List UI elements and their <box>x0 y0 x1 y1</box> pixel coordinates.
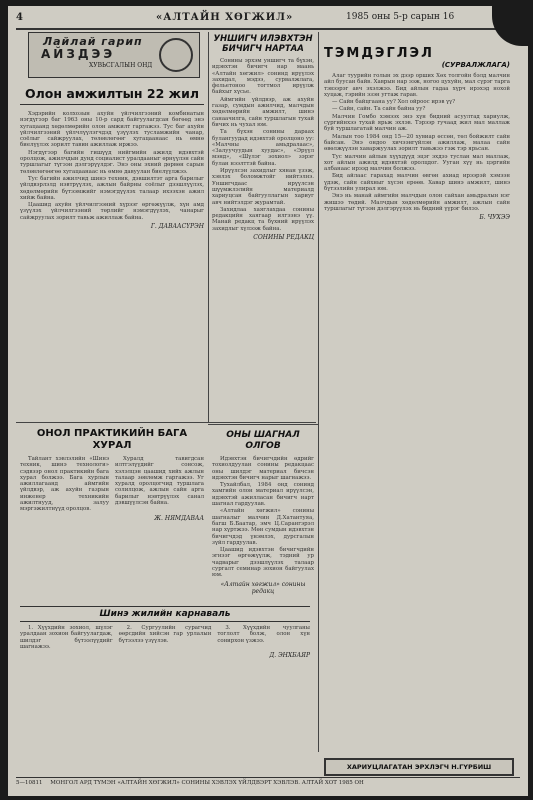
issue-date: 1985 оны 5-р сарын 16 <box>346 12 455 22</box>
byline: СОНИНЫ РЕДАКЦ <box>253 234 314 242</box>
headline: УНШИГЧ ИЛЭВХТЭН БИЧИГЧ НАРТАА <box>213 34 313 54</box>
paragraph: Нэгдүгээр багийн гишүүд нийгмийн ажилд идэвхтэй оролцож, ажилчдын дунд социалист уралдааныг өрнүүлэн сайн туршлагыг түгээн дэлгэрүүлдэг. Энэ оны эхний дөрвөн сарын төлөвлөгөөгөө хугацаанаас нь өмнө давуулан биелүүлжээ. <box>20 149 204 175</box>
newspaper-title: «АЛТАЙН ХӨГЖИЛ» <box>156 12 294 23</box>
article-body <box>324 73 510 212</box>
paragraph: Тухайлбал, 1984 онд сонинд хамгийн олон материал ирүүлсэн, идэвхтэй ажилласан бичигч нарт шагнал гардуулав. <box>212 482 314 508</box>
article-body <box>20 625 310 650</box>
section-rule <box>16 422 316 423</box>
byline: Г. ДАВААСҮРЭН <box>150 223 204 231</box>
paragraph: 2. Сургуулийн сурагчид өөрсдийн хийсэн гар урлалын бүтээлээ үзүүлэв. <box>118 625 212 644</box>
paragraph: Хуралд тавигдсан илтгэлүүдийг сонсож, хэлэлцэн цаашид хийх ажлын талаар зөвлөмж гаргажээ. Уг хуралд оролцогчид туршлага солилцож, ажлын сайн арга барилыг нэвтрүүлэх санал дэвшүүлсэн байна. <box>115 456 204 507</box>
paragraph: Энэ нь манай аймгийн малчдын олон сайхан амьдралын нэг жишээ төдий. Малчдын хөдөлмөрийн амжилт, ажлын сайн туршлагыг түгээн дэлгэрүүлэх нь бидний үүрэг билээ. <box>324 193 510 212</box>
article-body <box>20 456 204 513</box>
subheadline: (СУРВАЛЖЛАГА) <box>441 61 510 69</box>
page-footer <box>16 777 520 788</box>
paragraph: 3. Хүүхдийн чуулганы тоглолт болж, олон хүн сонирхон үзжээ. <box>217 625 310 644</box>
paragraph: Цаашид ахуйн үйлчилгээний хүрээг өргөжүүлж, хүн амд үзүүлэх үйлчилгээний төрлийг нэмэгдүүлэх, чанарыг сайжруулах зорилт тавьж ажиллаж байна. <box>20 202 204 221</box>
article-shine <box>20 606 310 659</box>
page-number: 4 <box>16 12 23 23</box>
paragraph: Сонины эрхэм уншигч та бүхэн, идэвхтэн бичигч нар маань «Алтайн хөгжил» сонинд ирүүлэх захидал, мэдээ, сурвалжлага, фельетоноо тогтмол ирүүлж байхыг хүсье. <box>212 58 314 96</box>
paragraph: Тус малчин айлын хүүхдүүд эцэг эхдээ туслан мал маллаж, хот айлын ажилд идэвхтэй оролцдог. Ууган хүү нь цэргийн албанаас ирээд малчин болжээ. <box>324 153 510 173</box>
paragraph: Ирүүлсэн захидлыг хянан үзэж, хэвлэх боломжтойг нийтэлнэ. Уншигчдаас ирүүлсэн шүүмжлэлийн материалд хариуцсан байгууллагын хариуг авч нийтэлдэг журамтай. <box>212 168 314 206</box>
logo-line-2: АЙЗДЭЭ <box>41 47 116 61</box>
article-body <box>20 111 204 221</box>
column-rule <box>208 32 209 422</box>
editor-credit: ХАРИУЦЛАГАТАН ЭРХЛЭГЧ Н.ГҮРБИШ <box>346 763 492 771</box>
headline: ТЭМДЭГЛЭЛ <box>324 46 434 61</box>
byline: «Алтайн хөгжил» сонины редакц <box>220 580 306 595</box>
logo-line-3: ХУВЬСГАЛЫН ОНД <box>89 62 153 69</box>
paragraph: Бид айлаас гарахад малчин өвгөн ахиад ирээрэй хэмээн үдэж, сайн сайхныг хүсэн ерөөв. Хавар шинэ амжилт, шинэ бүтээлийн улирал юм. <box>324 173 510 193</box>
byline: Ж. НЯМДАВАА <box>154 514 204 522</box>
paragraph: Тайлант хэвлэлийн «Шинэ техник, шинэ технологи» сэдвээр онол практикийн бага хурал болжээ. Бага хурлын ажиллагаанд аймгийн үйлдвэр, аж ахуйн газрын инженер техникийн ажилтнууд, залуу мэргэжилтнүүд оролцов. <box>20 456 109 513</box>
paragraph: — Сайн байцгаана уу? Хол ойроос ирэв үү? <box>332 99 456 106</box>
article-body <box>212 58 314 232</box>
article-body <box>212 456 314 579</box>
footer-code: 5—10811 <box>16 780 43 786</box>
paragraph: Алаг туурийн голын эх дээр орших Хөх толгойн бэлд малчин айл буусан байв. Хаврын нар ээж, ногоо цухуйн, мал сүрэг тарга тэвээрэг авч эхэлжээ. Бид айлын гадаа хүрч ирэхэд нохой хуцаж, гэрийн эзэн угтаж гарав. <box>324 73 510 98</box>
seal-emblem-icon <box>159 38 193 72</box>
headline: ОНЫ ШАГНАЛ ОЛГОВ <box>226 430 300 451</box>
paragraph: Малын тоо 1984 онд 15—20 хувиар өссөн, төл бойжилт сайн байсан. Энэ ондоо хичээнгүйлэн ажиллаж, малаа сайн өвөлжүүлэн хаваржуулах зорилт тавьжээ гэж тэр ярьсан. <box>324 133 510 153</box>
article-unshigch <box>212 34 314 241</box>
paragraph: Аймгийн үйлдвэр, аж ахуйн газар, сумдын ажилчид, малчдын хөдөлмөрийн амжилт, шинэ санаачилга, сайн туршлагын тухай бичих нь чухал юм. <box>212 96 314 128</box>
column-rule <box>318 32 319 752</box>
article-ony-shagnal <box>212 430 314 595</box>
footer-text: МОНГОЛ АРД ТҮМЭН «АЛТАЙН ХӨГЖИЛ» СОНИНЫ ХЭВЛЭХ ҮЙЛДВЭРТ ХЭВЛЭВ. АЛТАЙ ХОТ 1985 ОН <box>50 780 364 786</box>
article-temdeglel <box>324 46 510 221</box>
byline: Д. ЭНХБАЯР <box>269 652 310 660</box>
paragraph: Цаашид идэвхтэн бичигчдийн эгнээг өргөжүүлж, тэдний ур чадварыг дээшлүүлэх талаар сургалт семинар зохион байгуулах юм. <box>212 547 314 579</box>
newspaper-page <box>8 6 528 796</box>
headline: Олон амжилтын 22 жил <box>20 86 204 105</box>
paragraph: «Алтайн хөгжил» сонины шагналыг малчин Д.Хатантуяа, багш Б.Баатар, эмч Ц.Сарангэрэл нар хүртжээ. Мөн сумдын идэвхтэн бичигчдэд үнэмлэх, дурсгалын зүйл гардуулав. <box>212 508 314 546</box>
article-onol <box>20 428 204 522</box>
byline: Б. ЧУХЭЭ <box>479 214 510 222</box>
editor-banner <box>324 758 514 776</box>
paragraph: 1. Хүүхдийн зохиол, шүлэг уралдаан зохион байгуулагдаж, шилдэг бүтээлүүдийг шагнажээ. <box>20 625 113 650</box>
paragraph: Идэвхтэн бичигчдийн өдрийг тохиолдуулан сонины редакцаас оны шилдэг материал бичсэн идэвхтэн бичигч нарыг шагнажээ. <box>212 456 314 481</box>
paragraph: Хэдэрийн колхозын ахуйн үйлчилгээний комбинатын нэгдүгээр баг 1963 оны 10-р сард байгуулагдсан бөгөөд энэ хугацаанд хөдөлмөрийн олон амжилт гаргажээ. Тус баг ахуйн үйлчилгээний үйлчлүүлэгчдэд үзүүлэх тусламжийн чанар, соёлыг сайжруулах, төлөвлөгөөг хугацаанаас нь өмнө биелүүлэх зорилт тавин ажиллаж иржээ. <box>20 111 204 149</box>
paragraph: Захидлаа хаяглахдаа сонины редакцийн хаягаар илгээнэ үү. Манай редакц та бүхний ирүүлэх захидлыг хүлээж байна. <box>212 206 314 232</box>
headline: ОНОЛ ПРАКТИКИЙН БАГА ХУРАЛ <box>36 428 188 451</box>
page-header <box>16 10 520 30</box>
headline: Шинэ жилийн карнаваль <box>20 606 310 622</box>
article-olon-jil <box>20 86 204 230</box>
logo-line-1: Лайлай гарип <box>43 35 143 48</box>
paragraph: — Сайн, сайн. Та сайн байна уу? <box>332 106 426 113</box>
paragraph: Та бүхэн сонины дараах булангуудад идэвхтэй оролцоно уу: «Малчны амьдралаас», «Залуучуудын хуудас», «Эрүүл мэнд», «Шүлэг зохиол» зэрэг булан нээлттэй байна. <box>212 129 314 167</box>
paragraph: Малчин Гомбо хэмээх энэ хүн бидний асуултад хариулж, сүргийнхээ тухай ярьж эхлэв. Тэрээр гучаад жил мал маллаж буй туршлагатай малчин аж. <box>324 113 510 133</box>
section-rule <box>208 424 318 425</box>
column-logo <box>28 32 200 78</box>
paragraph: Тус багийн ажилчид шинэ техник, дэвшилтэт арга барилыг үйлдвэрлэлд нэвтрүүлэх, ажлын байрны соёлыг дээшлүүлэх, хөдөлмөрийн бүтээмжийг нэмэгдүүлэх талаар ихээхэн ажил хийж байна. <box>20 175 204 201</box>
